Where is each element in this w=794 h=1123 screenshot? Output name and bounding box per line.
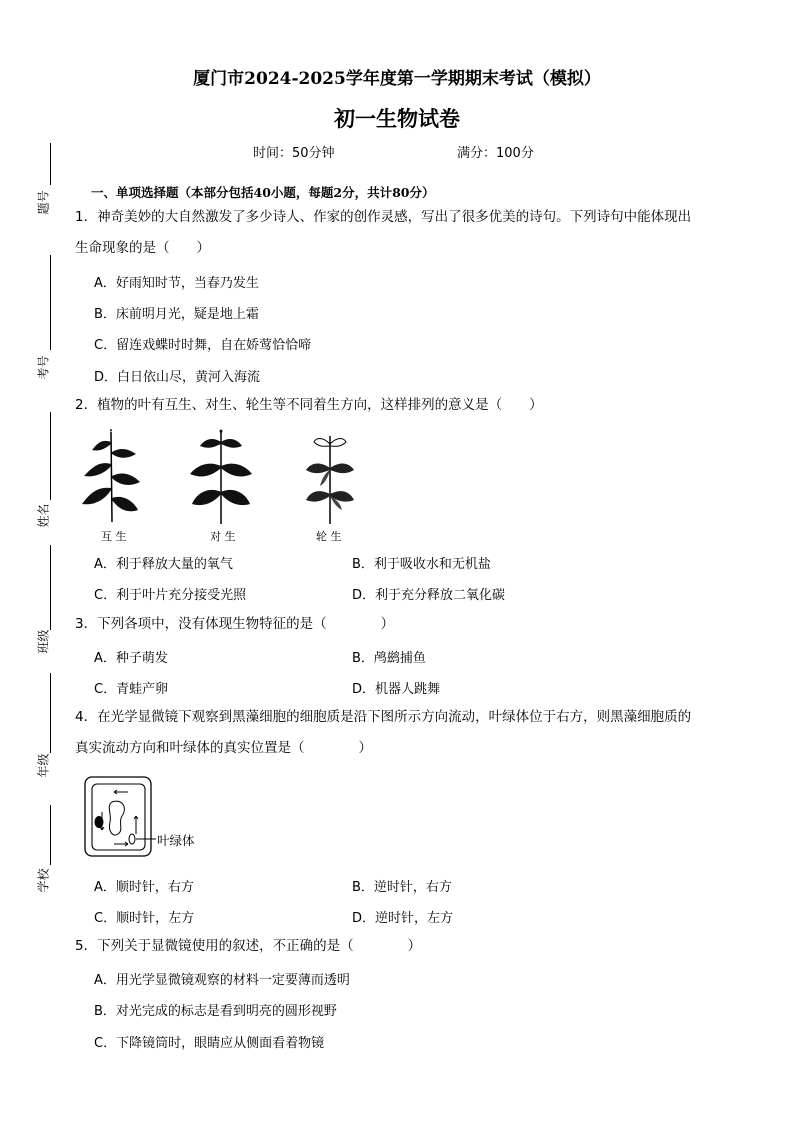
binding-label-name: 姓名	[36, 503, 51, 528]
q2-option-d: D．利于充分释放二氧化碳	[352, 588, 506, 603]
q4-option-c: C．顺时针，左方	[94, 911, 195, 926]
q5-option-a: A．用光学显微镜观察的材料一定要薄而透明	[94, 973, 350, 988]
q3-option-a: A．种子萌发	[94, 651, 168, 666]
caption-alternate: 互 生	[101, 530, 127, 543]
binding-label-class: 班级	[36, 629, 51, 654]
q1-option-b: B．床前明月光，疑是地上霜	[94, 307, 259, 322]
cell-diagram	[84, 776, 156, 858]
binding-line	[50, 805, 51, 865]
q1-option-a: A．好雨知时节，当春乃发生	[94, 276, 259, 291]
binding-label-school: 学校	[36, 868, 51, 893]
section-heading: 一、单项选择题（本部分包括40小题，每题2分，共计80分）	[91, 185, 435, 200]
exam-time: 时间：50分钟	[253, 146, 335, 161]
q2-option-a: A．利于释放大量的氧气	[94, 557, 233, 572]
leaf-arrangement-figure	[78, 428, 378, 543]
q1-option-c: C．留连戏蝶时时舞，自在娇莺恰恰啼	[94, 338, 312, 353]
q1-line1: 1．神奇美妙的大自然激发了多少诗人、作家的创作灵感，写出了很多优美的诗句。下列诗句中能体现出	[75, 209, 692, 225]
binding-line	[50, 255, 51, 350]
q2-line1: 2．植物的叶有互生、对生、轮生等不同着生方向，这样排列的意义是（ ）	[75, 397, 543, 413]
q4-option-b: B．逆时针，右方	[352, 880, 452, 895]
opposite-leaf-plant	[186, 426, 256, 526]
chloroplast-label: 叶绿体	[157, 833, 195, 848]
binding-label-question-no: 题号	[36, 190, 51, 215]
binding-label-grade: 年级	[36, 753, 51, 778]
q4-line2: 真实流动方向和叶绿体的真实位置是（ ）	[75, 740, 372, 756]
cell-figure	[84, 776, 214, 858]
binding-label-exam-no: 考号	[36, 355, 51, 380]
q1-option-d: D．白日依山尽，黄河入海流	[94, 370, 261, 385]
binding-line	[50, 412, 51, 500]
exam-subtitle: 初一生物试卷	[334, 106, 460, 131]
binding-line	[50, 545, 51, 630]
q1-line2: 生命现象的是（ ）	[75, 240, 210, 256]
whorled-leaf-plant	[300, 430, 360, 525]
q2-option-b: B．利于吸收水和无机盐	[352, 557, 491, 572]
q3-option-c: C．青蛙产卵	[94, 682, 169, 697]
q4-option-a: A．顺时针，右方	[94, 880, 194, 895]
q5-option-b: B．对光完成的标志是看到明亮的圆形视野	[94, 1004, 337, 1019]
binding-line	[50, 143, 51, 185]
q5-option-c: C．下降镜筒时，眼睛应从侧面看着物镜	[94, 1036, 325, 1051]
q3-option-b: B．鸬鹚捕鱼	[352, 651, 426, 666]
binding-line	[50, 673, 51, 753]
q4-line1: 4．在光学显微镜下观察到黑藻细胞的细胞质是沿下图所示方向流动，叶绿体位于右方，则黑藻细胞质的	[75, 709, 692, 725]
q3-line1: 3．下列各项中，没有体现生物特征的是（ ）	[75, 616, 395, 632]
q2-option-c: C．利于叶片充分接受光照	[94, 588, 247, 603]
q4-option-d: D．逆时针，左方	[352, 911, 454, 926]
q3-option-d: D．机器人跳舞	[352, 682, 441, 697]
q5-line1: 5．下列关于显微镜使用的叙述，不正确的是（ ）	[75, 938, 422, 954]
alternate-leaf-plant	[78, 428, 148, 523]
exam-title: 厦门市2024-2025学年度第一学期期末考试（模拟）	[193, 69, 601, 89]
caption-whorled: 轮 生	[316, 530, 342, 543]
caption-opposite: 对 生	[210, 530, 236, 543]
exam-score: 满分：100分	[457, 146, 534, 161]
